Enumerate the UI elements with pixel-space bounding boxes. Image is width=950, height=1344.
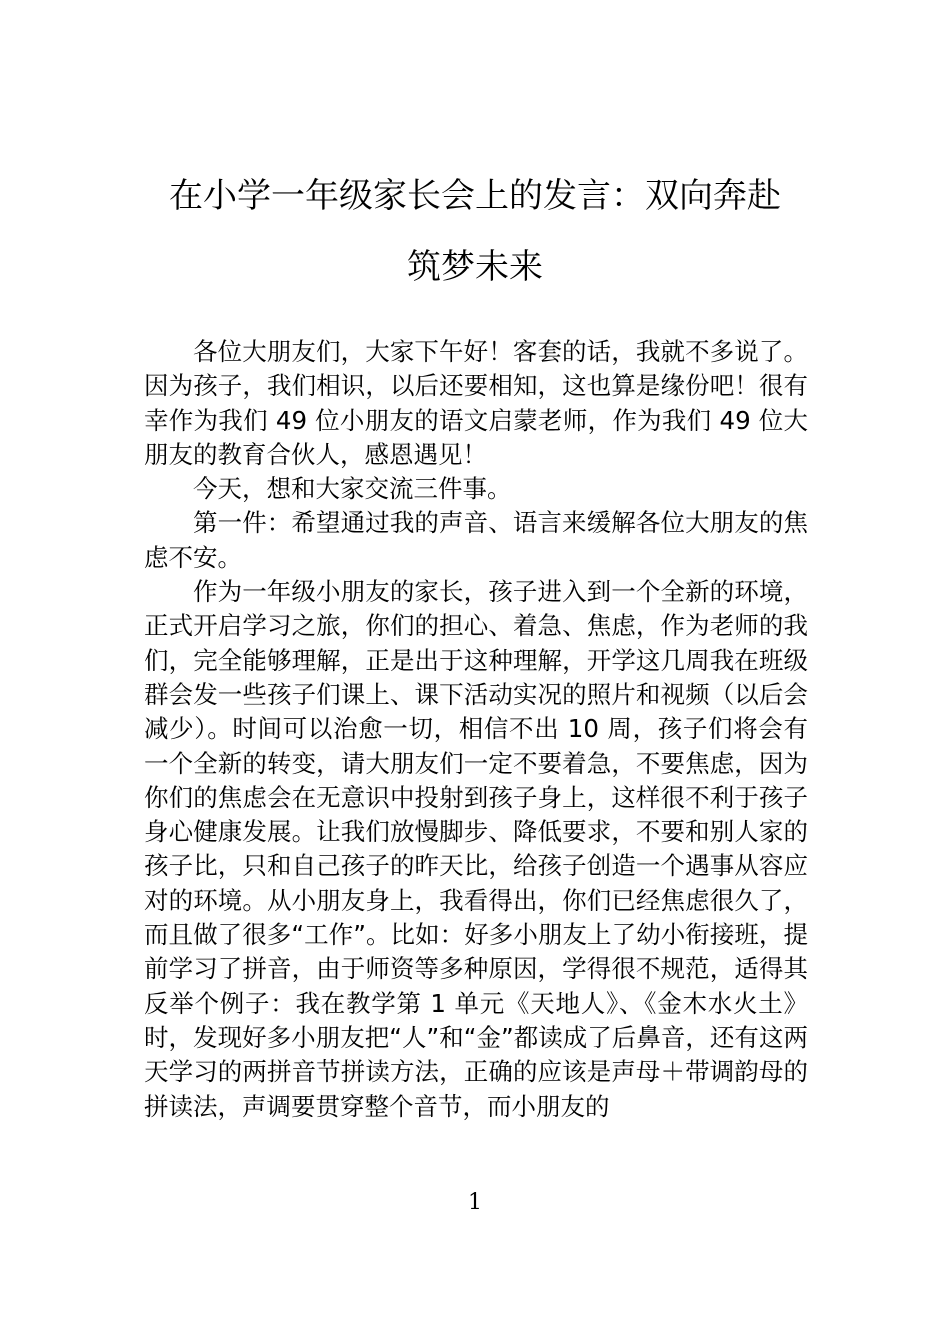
document-title-line-1: 在小学一年级家长会上的发言：双向奔赴 — [169, 176, 781, 216]
paragraph-greeting: 各位大朋友们，大家下午好！客套的话，我就不多说了。因为孩子，我们相识，以后还要相知，这也算是缘份吧！很有幸作为我们 49 位小朋友的语文启蒙老师，作为我们 49 位大朋友的教育合伙人，感恩遇见！ — [144, 337, 808, 469]
paragraph-first-item-detail: 作为一年级小朋友的家长，孩子进入到一个全新的环境，正式开启学习之旅，你们的担心、着急、焦虑，作为老师的我们，完全能够理解，正是出于这种理解，开学这几周我在班级群会发一些孩子们课上、课下活动实况的照片和视频（以后会减少）。时间可以治愈一切，相信不出 10 周，孩子们将会有一个全新的转变，请大朋友们一定不要着急，不要焦虑，因为你们的焦虑会在无意识中投射到孩子身上，这样很不利于孩子身心健康发展。让我们放慢脚步、降低要求，不要和别人家的孩子比，只和自己孩子的昨天比，给孩子创造一个遇事从容应对的环境。从小朋友身上，我看得出，你们已经焦虑很久了，而且做了很多“工作”。比如：好多小朋友上了幼小衔接班，提前学习了拼音，由于师资等多种原因，学得很不规范，适得其反举个例子：我在教学第 1 单元《天地人》、《金木水火土》时，发现好多小朋友把“人”和“金”都读成了后鼻音，还有这两天学习的两拼音节拼读方法，正确的应该是声母＋带调韵母的拼读法，声调要贯穿整个音节，而小朋友的 — [144, 577, 808, 1121]
page-number: 1 — [468, 1190, 482, 1215]
document-body — [144, 335, 808, 1124]
document-title-line-2: 筑梦未来 — [407, 247, 543, 287]
paragraph-first-item: 第一件：希望通过我的声音、语言来缓解各位大朋友的焦虑不安。 — [144, 508, 808, 572]
paragraph-intro: 今天，想和大家交流三件事。 — [193, 474, 512, 504]
